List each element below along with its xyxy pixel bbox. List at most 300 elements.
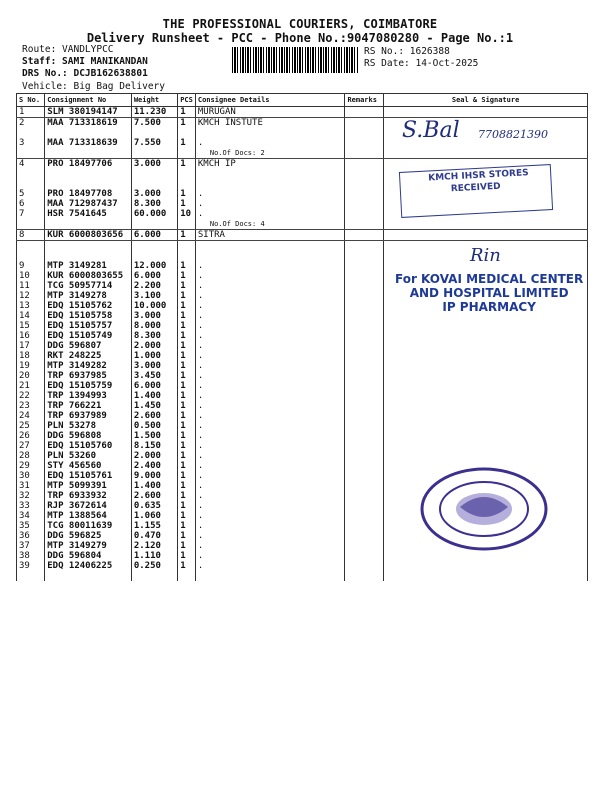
sno-cell: 29 bbox=[17, 461, 45, 471]
table-row bbox=[17, 451, 588, 461]
spacer-cell bbox=[17, 179, 45, 189]
consignment-cell: DDG 596807 bbox=[45, 341, 132, 351]
weight-cell: 1.000 bbox=[131, 351, 177, 361]
docs-count-note: No.Of Docs: 2 bbox=[195, 148, 345, 159]
sno-cell: 38 bbox=[17, 551, 45, 561]
seal-cell bbox=[384, 411, 588, 421]
sno-cell: 14 bbox=[17, 311, 45, 321]
sno-cell: 21 bbox=[17, 381, 45, 391]
barcode bbox=[232, 47, 358, 73]
pcs-cell: 1 bbox=[178, 331, 196, 341]
weight-cell: 2.600 bbox=[131, 491, 177, 501]
weight-cell: 0.500 bbox=[131, 421, 177, 431]
sno-cell: 30 bbox=[17, 471, 45, 481]
pcs-cell: 1 bbox=[178, 511, 196, 521]
remarks-cell bbox=[345, 341, 384, 351]
sno-cell: 31 bbox=[17, 481, 45, 491]
seal-cell bbox=[384, 381, 588, 391]
spacer-cell bbox=[45, 128, 132, 138]
spacer-cell bbox=[178, 251, 196, 261]
consignment-cell: TRP 6937989 bbox=[45, 411, 132, 421]
consignment-cell: STY 456560 bbox=[45, 461, 132, 471]
weight-cell: 2.000 bbox=[131, 451, 177, 461]
sno-cell: 24 bbox=[17, 411, 45, 421]
spacer-row bbox=[17, 241, 588, 252]
kmch-stamp-line2: RECEIVED bbox=[450, 181, 501, 195]
spacer-cell bbox=[17, 169, 45, 179]
sno-cell: 34 bbox=[17, 511, 45, 521]
pcs-cell: 1 bbox=[178, 261, 196, 271]
table-row bbox=[17, 421, 588, 431]
consignee-cell: . bbox=[195, 271, 345, 281]
weight-cell: 1.400 bbox=[131, 391, 177, 401]
consignee-cell: . bbox=[195, 401, 345, 411]
docs-empty-cell bbox=[345, 148, 384, 159]
pcs-cell: 1 bbox=[178, 531, 196, 541]
spacer-cell bbox=[131, 571, 177, 581]
consignee-cell: . bbox=[195, 451, 345, 461]
consignment-cell: EDQ 15105758 bbox=[45, 311, 132, 321]
remarks-cell bbox=[345, 521, 384, 531]
consignment-cell: EDQ 15105760 bbox=[45, 441, 132, 451]
consignee-cell: . bbox=[195, 441, 345, 451]
consignment-cell: MTP 3149279 bbox=[45, 541, 132, 551]
weight-cell: 6.000 bbox=[131, 381, 177, 391]
consignment-cell: DDG 596825 bbox=[45, 531, 132, 541]
sno-cell: 18 bbox=[17, 351, 45, 361]
seal-cell bbox=[384, 331, 588, 341]
weight-cell: 7.500 bbox=[131, 118, 177, 129]
remarks-cell bbox=[345, 491, 384, 501]
spacer-cell bbox=[45, 179, 132, 189]
docs-empty-cell bbox=[17, 219, 45, 230]
docs-empty-cell bbox=[384, 148, 588, 159]
sno-cell: 15 bbox=[17, 321, 45, 331]
kmch-stores-stamp bbox=[399, 164, 553, 218]
sno-cell: 22 bbox=[17, 391, 45, 401]
sno-cell: 2 bbox=[17, 118, 45, 129]
weight-cell: 3.450 bbox=[131, 371, 177, 381]
weight-cell: 3.000 bbox=[131, 159, 177, 170]
sno-cell: 7 bbox=[17, 209, 45, 219]
weight-cell: 60.000 bbox=[131, 209, 177, 219]
sno-cell: 17 bbox=[17, 341, 45, 351]
kovai-stamp-line2: AND HOSPITAL LIMITED bbox=[409, 286, 569, 300]
spacer-cell bbox=[45, 571, 132, 581]
weight-cell: 3.000 bbox=[131, 311, 177, 321]
table-row bbox=[17, 561, 588, 571]
consignee-cell: . bbox=[195, 481, 345, 491]
consignee-cell: KMCH INSTUTE bbox=[195, 118, 345, 129]
pcs-cell: 1 bbox=[178, 230, 196, 241]
consignee-cell: . bbox=[195, 291, 345, 301]
weight-cell: 8.300 bbox=[131, 199, 177, 209]
consignee-cell: . bbox=[195, 461, 345, 471]
remarks-cell bbox=[345, 321, 384, 331]
consignment-cell: EDQ 15105761 bbox=[45, 471, 132, 481]
consignee-cell: . bbox=[195, 541, 345, 551]
consignee-cell: . bbox=[195, 491, 345, 501]
remarks-cell bbox=[345, 481, 384, 491]
drs-label: DRS No.: DCJB162638801 bbox=[22, 68, 148, 79]
table-row bbox=[17, 411, 588, 421]
table-row bbox=[17, 401, 588, 411]
remarks-cell bbox=[345, 441, 384, 451]
weight-cell: 2.000 bbox=[131, 341, 177, 351]
seal-cell bbox=[384, 230, 588, 241]
spacer-cell bbox=[195, 241, 345, 252]
table-row bbox=[17, 107, 588, 118]
consignment-cell: EDQ 15105749 bbox=[45, 331, 132, 341]
spacer-cell bbox=[345, 241, 384, 252]
remarks-cell bbox=[345, 361, 384, 371]
spacer-cell bbox=[345, 128, 384, 138]
consignment-cell: MTP 3149278 bbox=[45, 291, 132, 301]
sno-cell: 6 bbox=[17, 199, 45, 209]
spacer-cell bbox=[131, 128, 177, 138]
consignment-cell: TRP 6933932 bbox=[45, 491, 132, 501]
consignment-cell: DDG 596804 bbox=[45, 551, 132, 561]
spacer-cell bbox=[17, 251, 45, 261]
sno-cell: 1 bbox=[17, 107, 45, 118]
sno-cell: 11 bbox=[17, 281, 45, 291]
spacer-cell bbox=[45, 241, 132, 252]
seal-cell bbox=[384, 441, 588, 451]
weight-cell: 8.150 bbox=[131, 441, 177, 451]
consignment-cell: RKT 248225 bbox=[45, 351, 132, 361]
pcs-cell: 1 bbox=[178, 291, 196, 301]
pcs-cell: 1 bbox=[178, 391, 196, 401]
seal-cell bbox=[384, 107, 588, 118]
seal-cell bbox=[384, 341, 588, 351]
table-row bbox=[17, 391, 588, 401]
pcs-cell: 1 bbox=[178, 281, 196, 291]
pcs-cell: 1 bbox=[178, 421, 196, 431]
docs-empty-cell bbox=[384, 219, 588, 230]
consignee-cell: . bbox=[195, 281, 345, 291]
table-row bbox=[17, 261, 588, 271]
remarks-cell bbox=[345, 301, 384, 311]
sno-cell: 28 bbox=[17, 451, 45, 461]
remarks-cell bbox=[345, 461, 384, 471]
pcs-cell: 1 bbox=[178, 361, 196, 371]
consignee-cell: . bbox=[195, 331, 345, 341]
kmch-stamp-line1: KMCH IHSR STORES bbox=[428, 168, 529, 184]
weight-cell: 1.450 bbox=[131, 401, 177, 411]
consignment-cell: KUR 6000803656 bbox=[45, 230, 132, 241]
consignment-cell: TRP 6937985 bbox=[45, 371, 132, 381]
col-weight: Weight bbox=[131, 94, 177, 107]
weight-cell: 1.500 bbox=[131, 431, 177, 441]
table-row bbox=[17, 118, 588, 129]
table-row bbox=[17, 441, 588, 451]
consignment-cell: EDQ 15105757 bbox=[45, 321, 132, 331]
table-row bbox=[17, 230, 588, 241]
consignment-cell: MTP 5099391 bbox=[45, 481, 132, 491]
remarks-cell bbox=[345, 138, 384, 148]
col-remarks: Remarks bbox=[345, 94, 384, 107]
consignment-cell: HSR 7541645 bbox=[45, 209, 132, 219]
weight-cell: 0.470 bbox=[131, 531, 177, 541]
spacer-cell bbox=[345, 251, 384, 261]
consignee-cell: . bbox=[195, 511, 345, 521]
spacer-row bbox=[17, 571, 588, 581]
pcs-cell: 1 bbox=[178, 491, 196, 501]
consignee-cell: . bbox=[195, 341, 345, 351]
docs-empty-cell bbox=[178, 148, 196, 159]
consignee-cell: . bbox=[195, 381, 345, 391]
route-label: Route: VANDLYPCC bbox=[22, 44, 114, 55]
pcs-cell: 1 bbox=[178, 501, 196, 511]
consignment-cell: TRP 766221 bbox=[45, 401, 132, 411]
pcs-cell: 1 bbox=[178, 411, 196, 421]
weight-cell: 6.000 bbox=[131, 271, 177, 281]
remarks-cell bbox=[345, 411, 384, 421]
weight-cell: 1.155 bbox=[131, 521, 177, 531]
col-seal: Seal & Signature bbox=[384, 94, 588, 107]
remarks-cell bbox=[345, 281, 384, 291]
remarks-cell bbox=[345, 471, 384, 481]
table-row bbox=[17, 431, 588, 441]
sno-cell: 39 bbox=[17, 561, 45, 571]
docs-empty-cell bbox=[45, 148, 132, 159]
rs-date: RS Date: 14-Oct-2025 bbox=[364, 58, 479, 69]
pcs-cell: 1 bbox=[178, 441, 196, 451]
consignee-cell: . bbox=[195, 321, 345, 331]
pcs-cell: 1 bbox=[178, 401, 196, 411]
spacer-cell bbox=[131, 251, 177, 261]
pcs-cell: 1 bbox=[178, 118, 196, 129]
table-row bbox=[17, 331, 588, 341]
spacer-cell bbox=[45, 169, 132, 179]
remarks-cell bbox=[345, 199, 384, 209]
pcs-cell: 1 bbox=[178, 371, 196, 381]
sno-cell: 5 bbox=[17, 189, 45, 199]
pcs-cell: 1 bbox=[178, 138, 196, 148]
remarks-cell bbox=[345, 118, 384, 129]
spacer-cell bbox=[384, 571, 588, 581]
weight-cell: 3.100 bbox=[131, 291, 177, 301]
pcs-cell: 1 bbox=[178, 321, 196, 331]
spacer-cell bbox=[131, 241, 177, 252]
seal-cell bbox=[384, 551, 588, 561]
sno-cell: 32 bbox=[17, 491, 45, 501]
col-pcs: PCS bbox=[178, 94, 196, 107]
consignment-cell: MTP 1388564 bbox=[45, 511, 132, 521]
spacer-cell bbox=[345, 179, 384, 189]
remarks-cell bbox=[345, 431, 384, 441]
pcs-cell: 1 bbox=[178, 351, 196, 361]
weight-cell: 1.060 bbox=[131, 511, 177, 521]
pcs-cell: 1 bbox=[178, 521, 196, 531]
spacer-cell bbox=[131, 179, 177, 189]
remarks-cell bbox=[345, 421, 384, 431]
seal-cell bbox=[384, 401, 588, 411]
sno-cell: 33 bbox=[17, 501, 45, 511]
sno-cell: 19 bbox=[17, 361, 45, 371]
sno-cell: 25 bbox=[17, 421, 45, 431]
table-row bbox=[17, 351, 588, 361]
weight-cell: 6.000 bbox=[131, 230, 177, 241]
consignee-cell: . bbox=[195, 531, 345, 541]
consignment-cell: TCG 50957714 bbox=[45, 281, 132, 291]
remarks-cell bbox=[345, 391, 384, 401]
sno-cell: 36 bbox=[17, 531, 45, 541]
consignment-cell: PRO 18497706 bbox=[45, 159, 132, 170]
seal-cell bbox=[384, 361, 588, 371]
kovai-stamp-line1: For KOVAI MEDICAL CENTER bbox=[395, 272, 584, 286]
spacer-cell bbox=[195, 251, 345, 261]
consignee-cell: SITRA bbox=[195, 230, 345, 241]
consignment-cell: DDG 596808 bbox=[45, 431, 132, 441]
consignment-cell: EDQ 15105759 bbox=[45, 381, 132, 391]
remarks-cell bbox=[345, 311, 384, 321]
docs-empty-cell bbox=[178, 219, 196, 230]
weight-cell: 2.200 bbox=[131, 281, 177, 291]
vehicle-label: Vehicle: Big Bag Delivery bbox=[22, 81, 165, 92]
consignee-cell: . bbox=[195, 199, 345, 209]
remarks-cell bbox=[345, 451, 384, 461]
staff-label: Staff: SAMI MANIKANDAN bbox=[22, 56, 148, 67]
sno-cell: 26 bbox=[17, 431, 45, 441]
weight-cell: 12.000 bbox=[131, 261, 177, 271]
remarks-cell bbox=[345, 189, 384, 199]
weight-cell: 2.120 bbox=[131, 541, 177, 551]
consignee-cell: . bbox=[195, 501, 345, 511]
docs-note-row bbox=[17, 219, 588, 230]
pcs-cell: 1 bbox=[178, 271, 196, 281]
remarks-cell bbox=[345, 351, 384, 361]
seal-cell bbox=[384, 321, 588, 331]
consignee-cell: . bbox=[195, 471, 345, 481]
remarks-cell bbox=[345, 209, 384, 219]
consignee-cell: . bbox=[195, 261, 345, 271]
association-seal bbox=[420, 467, 548, 551]
sno-cell: 37 bbox=[17, 541, 45, 551]
spacer-cell bbox=[195, 179, 345, 189]
consignee-cell: . bbox=[195, 138, 345, 148]
remarks-cell bbox=[345, 261, 384, 271]
consignee-cell: KMCH IP bbox=[195, 159, 345, 170]
col-sno: S No. bbox=[17, 94, 45, 107]
table-row bbox=[17, 381, 588, 391]
pcs-cell: 1 bbox=[178, 461, 196, 471]
remarks-cell bbox=[345, 107, 384, 118]
handwritten-signature-2: Rin bbox=[470, 245, 501, 266]
remarks-cell bbox=[345, 159, 384, 170]
docs-empty-cell bbox=[131, 219, 177, 230]
consignment-cell: MAA 713318639 bbox=[45, 138, 132, 148]
spacer-cell bbox=[345, 571, 384, 581]
remarks-cell bbox=[345, 401, 384, 411]
pcs-cell: 1 bbox=[178, 189, 196, 199]
spacer-cell bbox=[178, 169, 196, 179]
docs-note-row bbox=[17, 148, 588, 159]
spacer-cell bbox=[195, 571, 345, 581]
weight-cell: 0.250 bbox=[131, 561, 177, 571]
consignment-cell: MTP 3149282 bbox=[45, 361, 132, 371]
remarks-cell bbox=[345, 271, 384, 281]
spacer-cell bbox=[195, 169, 345, 179]
seal-cell bbox=[384, 561, 588, 571]
pcs-cell: 1 bbox=[178, 199, 196, 209]
sno-cell: 13 bbox=[17, 301, 45, 311]
consignee-cell: . bbox=[195, 189, 345, 199]
handwritten-signature-1: S.Bal bbox=[402, 118, 460, 143]
col-consignment: Consignment No bbox=[45, 94, 132, 107]
consignment-cell: EDQ 15105762 bbox=[45, 301, 132, 311]
weight-cell: 7.550 bbox=[131, 138, 177, 148]
table-row bbox=[17, 551, 588, 561]
sno-cell: 12 bbox=[17, 291, 45, 301]
sno-cell: 3 bbox=[17, 138, 45, 148]
pcs-cell: 1 bbox=[178, 561, 196, 571]
remarks-cell bbox=[345, 541, 384, 551]
spacer-cell bbox=[17, 241, 45, 252]
consignment-cell: MAA 713318619 bbox=[45, 118, 132, 129]
spacer-cell bbox=[178, 241, 196, 252]
seal-cell bbox=[384, 391, 588, 401]
remarks-cell bbox=[345, 230, 384, 241]
weight-cell: 9.000 bbox=[131, 471, 177, 481]
weight-cell: 3.000 bbox=[131, 361, 177, 371]
pcs-cell: 1 bbox=[178, 301, 196, 311]
pcs-cell: 1 bbox=[178, 481, 196, 491]
docs-empty-cell bbox=[345, 219, 384, 230]
remarks-cell bbox=[345, 501, 384, 511]
consignee-cell: . bbox=[195, 351, 345, 361]
remarks-cell bbox=[345, 561, 384, 571]
pcs-cell: 1 bbox=[178, 551, 196, 561]
remarks-cell bbox=[345, 531, 384, 541]
seal-cell bbox=[384, 431, 588, 441]
weight-cell: 3.000 bbox=[131, 189, 177, 199]
spacer-cell bbox=[45, 251, 132, 261]
runsheet-subtitle: Delivery Runsheet - PCC - Phone No.:9047080280 - Page No.:1 bbox=[86, 31, 514, 45]
spacer-cell bbox=[131, 169, 177, 179]
weight-cell: 8.000 bbox=[131, 321, 177, 331]
consignee-cell: . bbox=[195, 371, 345, 381]
consignee-cell: . bbox=[195, 521, 345, 531]
consignee-cell: . bbox=[195, 431, 345, 441]
consignee-cell: MURUGAN bbox=[195, 107, 345, 118]
weight-cell: 1.400 bbox=[131, 481, 177, 491]
weight-cell: 1.110 bbox=[131, 551, 177, 561]
consignee-cell: . bbox=[195, 209, 345, 219]
sno-cell: 8 bbox=[17, 230, 45, 241]
consignee-cell: . bbox=[195, 391, 345, 401]
pcs-cell: 1 bbox=[178, 311, 196, 321]
kovai-stamp-line3: IP PHARMACY bbox=[442, 300, 536, 314]
sno-cell: 4 bbox=[17, 159, 45, 170]
consignment-cell: MAA 712987437 bbox=[45, 199, 132, 209]
sno-cell: 23 bbox=[17, 401, 45, 411]
consignee-cell: . bbox=[195, 551, 345, 561]
consignment-cell: TRP 1394993 bbox=[45, 391, 132, 401]
table-row bbox=[17, 321, 588, 331]
docs-count-note: No.Of Docs: 4 bbox=[195, 219, 345, 230]
consignment-cell: RJP 3672614 bbox=[45, 501, 132, 511]
consignment-cell: EDQ 12406225 bbox=[45, 561, 132, 571]
consignment-cell: PLN 53260 bbox=[45, 451, 132, 461]
spacer-row bbox=[17, 251, 588, 261]
consignee-cell: . bbox=[195, 301, 345, 311]
weight-cell: 8.300 bbox=[131, 331, 177, 341]
handwritten-phone: 7708821390 bbox=[478, 128, 548, 141]
sno-cell: 10 bbox=[17, 271, 45, 281]
pcs-cell: 1 bbox=[178, 107, 196, 118]
spacer-cell bbox=[178, 179, 196, 189]
